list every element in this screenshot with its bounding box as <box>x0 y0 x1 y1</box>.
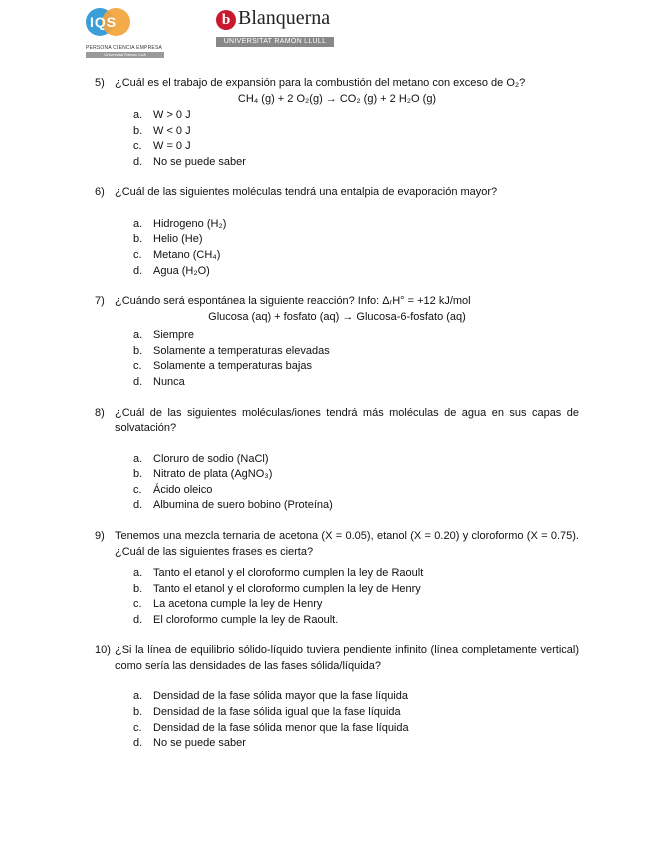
options-list <box>133 689 579 751</box>
option-c <box>133 248 579 264</box>
option-letter: c. <box>133 360 142 373</box>
question-text: ¿Si la línea de equilibrio sólido-líquido tuviera pendiente infinito (línea completamente vertical) como sería las densidades de las fases sólida/líquida? <box>115 644 579 672</box>
option-b <box>133 467 579 483</box>
option-letter: c. <box>133 483 142 496</box>
option-letter: a. <box>133 329 143 342</box>
option-c <box>133 139 579 155</box>
question-9 <box>95 529 579 628</box>
option-letter: c. <box>133 249 142 262</box>
option-b <box>133 232 579 248</box>
option-letter: a. <box>133 217 143 230</box>
question-5 <box>95 76 579 170</box>
option-text: Tanto el etanol y el cloroformo cumplen la ley de Henry <box>153 582 421 595</box>
question-number: 7) <box>95 295 105 308</box>
option-b <box>133 705 579 721</box>
option-a <box>133 452 579 468</box>
question-equation: Glucosa (aq) + fosfato (aq) → Glucosa-6-fosfato (aq) <box>208 310 466 323</box>
options-list <box>133 108 579 170</box>
option-text: Agua (H₂O) <box>153 264 210 277</box>
option-letter: d. <box>133 264 143 277</box>
option-text: Metano (CH₄) <box>153 249 221 262</box>
option-text: Tanto el etanol y el cloroformo cumplen la ley de Raoult <box>153 567 424 579</box>
option-letter: b. <box>133 344 143 357</box>
option-text: La acetona cumple la ley de Henry <box>153 598 323 611</box>
option-letter: a. <box>133 109 143 121</box>
option-text: Nunca <box>153 376 185 389</box>
option-text: Densidad de la fase sólida mayor que la fase líquida <box>153 690 408 703</box>
question-number: 6) <box>95 186 105 199</box>
option-letter: c. <box>133 598 142 611</box>
options-list <box>133 328 579 390</box>
option-letter: b. <box>133 705 143 718</box>
option-b <box>133 344 579 360</box>
question-text: ¿Cuál de las siguientes moléculas tendrá una entalpia de evaporación mayor? <box>115 186 498 199</box>
blanquerna-icon: b <box>216 10 236 30</box>
question-text: Tenemos una mezcla ternaria de acetona (X = 0.05), etanol (X = 0.20) y cloroformo (X = 0.75). ¿Cuál de las siguientes frases es cierta? <box>115 530 579 558</box>
option-letter: a. <box>133 452 143 465</box>
option-a <box>133 217 579 233</box>
option-letter: a. <box>133 690 143 703</box>
option-d <box>133 498 579 514</box>
blanquerna-university-bar: UNIVERSITAT RAMON LLULL <box>216 37 334 47</box>
option-a <box>133 566 579 582</box>
option-c <box>133 721 579 737</box>
iqs-circles-icon <box>86 6 138 40</box>
option-letter: c. <box>133 721 142 734</box>
option-a <box>133 689 579 705</box>
option-c <box>133 597 579 613</box>
option-letter: b. <box>133 124 143 137</box>
option-text: W < 0 J <box>153 124 191 137</box>
question-text: ¿Cuál de las siguientes moléculas/iones tendrá más moléculas de agua en sus capas de solvatación? <box>115 406 579 435</box>
option-text: W = 0 J <box>153 140 191 153</box>
option-letter: d. <box>133 737 143 750</box>
option-text: Cloruro de sodio (NaCl) <box>153 452 269 465</box>
option-d <box>133 375 579 391</box>
question-number: 8) <box>95 406 105 419</box>
option-letter: d. <box>133 499 143 512</box>
option-a <box>133 328 579 344</box>
option-d <box>133 613 579 629</box>
option-text: Densidad de la fase sólida menor que la fase líquida <box>153 721 409 734</box>
option-text: El cloroformo cumple la ley de Raoult. <box>153 613 339 626</box>
options-list <box>133 217 579 279</box>
option-b <box>133 124 579 140</box>
question-text: ¿Cuál es el trabajo de expansión para la combustión del metano con exceso de O₂? <box>115 77 526 89</box>
question-number: 10) <box>95 644 111 657</box>
option-c <box>133 359 579 375</box>
question-text: ¿Cuándo será espontánea la siguiente reacción? Info: ΔᵣH° = +12 kJ/mol <box>115 295 471 308</box>
option-letter: b. <box>133 582 143 595</box>
option-text: Siempre <box>153 329 194 342</box>
iqs-logo <box>86 6 166 58</box>
option-letter: d. <box>133 613 143 626</box>
option-d <box>133 155 579 171</box>
option-text: Albumina de suero bobino (Proteína) <box>153 499 333 512</box>
option-letter: d. <box>133 155 143 168</box>
option-text: Hidrogeno (H₂) <box>153 217 227 230</box>
option-text: W > 0 J <box>153 109 191 121</box>
question-10 <box>95 643 579 751</box>
option-text: Densidad de la fase sólida igual que la fase líquida <box>153 705 401 718</box>
option-a <box>133 108 579 124</box>
option-d <box>133 736 579 752</box>
page-header <box>0 0 655 60</box>
question-list <box>0 76 655 752</box>
options-list <box>133 566 579 628</box>
question-number: 9) <box>95 530 105 542</box>
option-text: Solamente a temperaturas bajas <box>153 360 312 373</box>
question-7 <box>95 294 579 390</box>
options-list <box>133 452 579 514</box>
option-c <box>133 483 579 499</box>
blanquerna-logo <box>216 7 336 50</box>
question-number: 5) <box>95 77 105 89</box>
option-d <box>133 264 579 280</box>
iqs-logo-text: IQS <box>90 14 118 30</box>
question-8 <box>95 406 579 514</box>
option-text: Solamente a temperaturas elevadas <box>153 344 330 357</box>
option-letter: a. <box>133 567 143 579</box>
option-text: Helio (He) <box>153 233 203 246</box>
iqs-subtitle: PERSONA CIENCIA EMPRESA <box>86 45 163 51</box>
question-6 <box>95 185 579 279</box>
option-letter: b. <box>133 468 143 481</box>
option-text: Nitrato de plata (AgNO₃) <box>153 468 273 481</box>
option-text: Ácido oleico <box>153 483 213 496</box>
option-letter: b. <box>133 233 143 246</box>
option-letter: d. <box>133 376 143 389</box>
option-b <box>133 582 579 598</box>
option-text: No se puede saber <box>153 737 246 750</box>
option-text: No se puede saber <box>153 155 246 168</box>
option-letter: c. <box>133 140 142 153</box>
iqs-university-bar: Universitat Ramon Llull <box>86 52 164 58</box>
blanquerna-name: Blanquerna <box>238 7 331 29</box>
question-equation: CH₄ (g) + 2 O₂(g) → CO₂ (g) + 2 H₂O (g) <box>237 92 437 105</box>
